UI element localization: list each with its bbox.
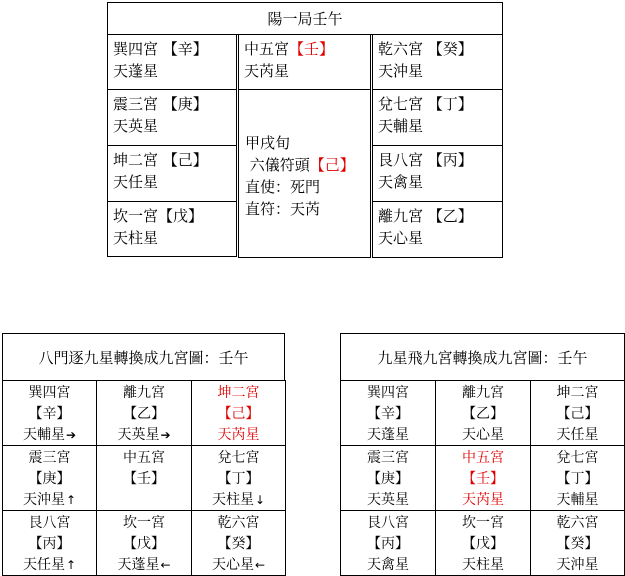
stem: 【壬】 — [289, 40, 335, 58]
palace-name: 中五宮 — [244, 40, 290, 58]
star: 天沖星 — [378, 62, 424, 80]
stem: 【己】 — [162, 151, 208, 169]
palace-name: 震三宮 — [28, 450, 71, 466]
top-center-info — [238, 89, 371, 258]
right-grid-cell — [340, 380, 436, 446]
star: 天芮星 — [462, 492, 504, 508]
right-grid-cell — [435, 380, 531, 446]
stem: 【己】 — [217, 406, 260, 422]
star: 天英星 — [367, 492, 409, 508]
left-grid-cell — [96, 510, 192, 576]
zhi-shi: 直使：死門 — [245, 178, 321, 196]
palace-name: 乾六宮 — [378, 40, 424, 58]
right-grid-title-box — [340, 333, 625, 381]
top-cell-gen8 — [372, 145, 503, 202]
down-arrow-icon: ↓ — [254, 493, 266, 507]
top-cell-qian6 — [372, 34, 503, 90]
stem: 【丁】 — [427, 95, 473, 113]
star: 天芮星 — [217, 427, 260, 443]
stem: 【丁】 — [217, 471, 260, 487]
stem: 【壬】 — [123, 471, 165, 487]
star: 天禽星 — [378, 173, 424, 191]
palace-name: 巽四宮 — [28, 385, 71, 401]
top-cell-zhong5 — [238, 34, 371, 90]
star: 天柱星 — [211, 492, 254, 508]
left-grid-cell — [96, 445, 192, 511]
left-arrow-icon: ← — [160, 558, 171, 572]
zhi-fu: 直符：天芮 — [245, 200, 321, 218]
stem: 【乙】 — [123, 406, 165, 422]
right-grid-cell — [530, 445, 625, 511]
left-grid-title-box — [2, 333, 285, 381]
right-arrow-icon: ➔ — [160, 428, 171, 442]
palace-name: 兌七宮 — [556, 450, 599, 466]
star: 天輔星 — [378, 117, 424, 135]
left-arrow-icon: ← — [254, 558, 266, 572]
palace-name: 乾六宮 — [556, 515, 599, 531]
palace-name: 坎一宮 — [462, 515, 504, 531]
stem: 【丙】 — [427, 151, 473, 169]
stem: 【丙】 — [28, 536, 71, 552]
right-grid-cell — [435, 445, 531, 511]
stem: 【丙】 — [367, 536, 409, 552]
palace-name: 艮八宮 — [378, 151, 424, 169]
palace-name: 離九宮 — [462, 385, 504, 401]
stem: 【戊】 — [123, 536, 165, 552]
star: 天任星 — [556, 427, 599, 443]
palace-name: 震三宮 — [113, 95, 159, 113]
right-grid-cell — [340, 445, 436, 511]
stem: 【乙】 — [427, 207, 473, 225]
right-grid-title: 九星飛九宮轉換成九宮圖：壬午 — [377, 348, 588, 367]
star: 天蓬星 — [113, 62, 159, 80]
palace-name: 坤二宮 — [217, 385, 260, 401]
stem: 【乙】 — [462, 406, 504, 422]
star: 天心星 — [211, 557, 254, 573]
star: 天沖星 — [22, 492, 65, 508]
fu-tou-stem: 【己】 — [309, 156, 355, 174]
star: 天輔星 — [556, 492, 599, 508]
stem: 【庚】 — [367, 471, 409, 487]
palace-name: 中五宮 — [123, 450, 165, 466]
palace-name: 乾六宮 — [217, 515, 260, 531]
right-grid-cell — [340, 510, 436, 576]
left-grid-cell — [191, 380, 286, 446]
stem: 【辛】 — [367, 406, 409, 422]
star: 天英星 — [117, 427, 160, 443]
stem: 【己】 — [556, 406, 599, 422]
left-grid-cell — [96, 380, 192, 446]
stem: 【丁】 — [556, 471, 599, 487]
top-cell-kan1 — [107, 201, 237, 257]
left-grid-cell — [191, 445, 286, 511]
stem: 【戊】 — [462, 536, 504, 552]
palace-name: 震三宮 — [367, 450, 409, 466]
star: 天芮星 — [244, 62, 290, 80]
star: 天蓬星 — [367, 427, 409, 443]
left-grid-cell — [191, 510, 286, 576]
xun-label: 甲戌旬 — [245, 134, 291, 152]
top-cell-zhen3 — [107, 89, 237, 146]
star: 天英星 — [113, 117, 159, 135]
left-grid-cell — [2, 510, 97, 576]
top-cell-xun4 — [107, 34, 237, 90]
top-title-box — [107, 2, 503, 35]
stem: 【壬】 — [462, 471, 504, 487]
palace-name: 坎一宮 — [123, 515, 165, 531]
stem: 【癸】 — [217, 536, 260, 552]
palace-name: 坤二宮 — [113, 151, 159, 169]
star: 天蓬星 — [117, 557, 160, 573]
palace-name: 艮八宮 — [28, 515, 71, 531]
star: 天心星 — [462, 427, 504, 443]
stem: 【辛】 — [28, 406, 71, 422]
star: 天輔星 — [22, 427, 65, 443]
palace-name: 離九宮 — [378, 207, 424, 225]
right-grid-cell — [530, 510, 625, 576]
up-arrow-icon: ↑ — [65, 493, 77, 507]
top-cell-dui7 — [372, 89, 503, 146]
palace-name: 艮八宮 — [367, 515, 409, 531]
star: 天心星 — [378, 229, 424, 247]
star: 天任星 — [22, 557, 65, 573]
top-title: 陽一局壬午 — [267, 10, 343, 28]
left-grid-cell — [2, 445, 97, 511]
star: 天禽星 — [367, 557, 409, 573]
palace-name: 兌七宮 — [217, 450, 260, 466]
stem: 【癸】 — [556, 536, 599, 552]
star: 天柱星 — [462, 557, 504, 573]
left-grid-title: 八門逐九星轉換成九宮圖：壬午 — [38, 348, 249, 367]
palace-name: 中五宮 — [462, 450, 504, 466]
right-grid-cell — [530, 380, 625, 446]
star: 天柱星 — [113, 229, 159, 247]
stem: 【庚】 — [28, 471, 71, 487]
star: 天任星 — [113, 173, 159, 191]
up-arrow-icon: ↑ — [65, 558, 77, 572]
left-grid-cell — [2, 380, 97, 446]
stem: 【癸】 — [427, 40, 473, 58]
right-grid-cell — [435, 510, 531, 576]
stem: 【庚】 — [162, 95, 208, 113]
palace-name: 坎一宮 — [113, 207, 159, 225]
palace-name: 兌七宮 — [378, 95, 424, 113]
stem: 【辛】 — [162, 40, 208, 58]
star: 天沖星 — [556, 557, 599, 573]
palace-name: 巽四宮 — [113, 40, 159, 58]
palace-name: 巽四宮 — [367, 385, 409, 401]
top-cell-kun2 — [107, 145, 237, 202]
top-cell-li9 — [372, 201, 503, 258]
fu-tou-label: 六儀符頭 — [249, 156, 310, 174]
palace-name: 坤二宮 — [556, 385, 599, 401]
right-arrow-icon: ➔ — [65, 428, 77, 442]
palace-name: 離九宮 — [123, 385, 165, 401]
stem: 【戊】 — [158, 207, 204, 225]
